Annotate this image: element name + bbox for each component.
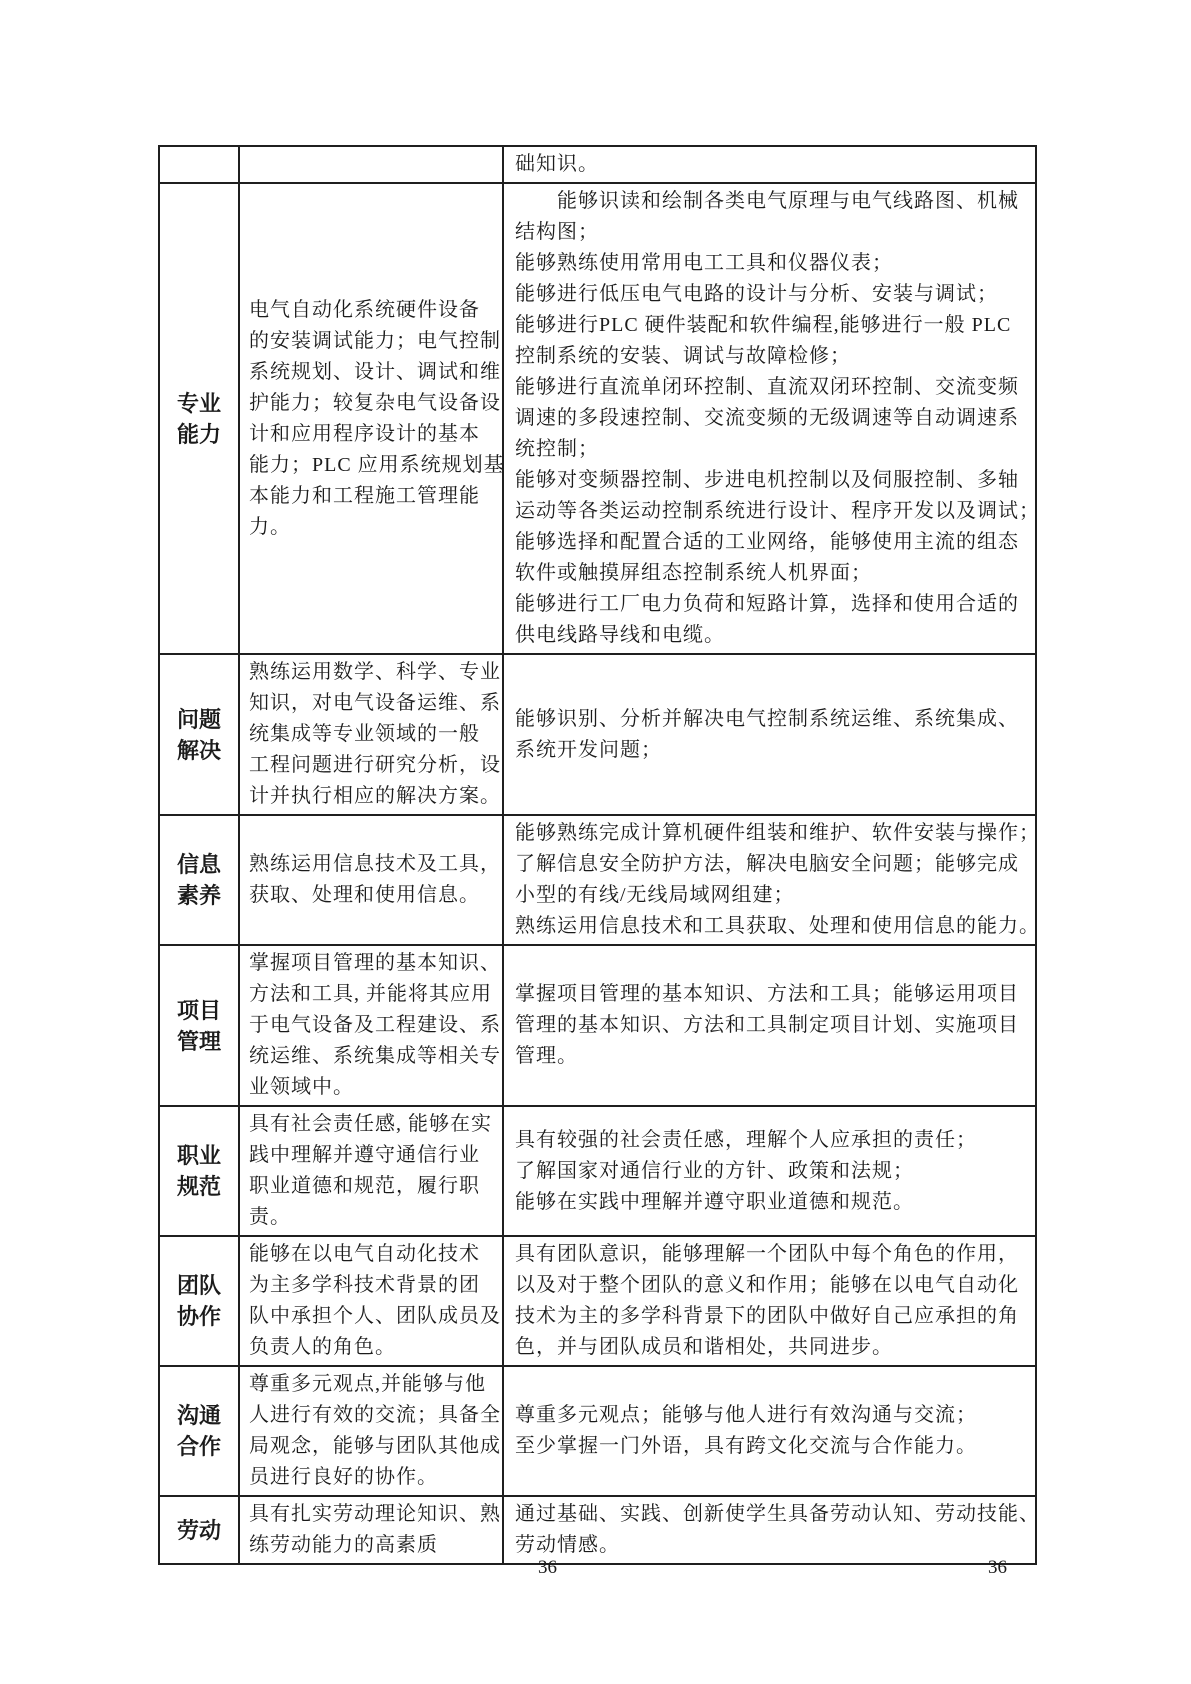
label-line: 问题	[176, 706, 221, 732]
text-line: 能够对变频器控制、步进电机控制以及伺服控制、多轴	[515, 469, 1019, 491]
text-line: 具有社会责任感, 能够在实	[249, 1113, 492, 1135]
text-line: 色，并与团队成员和谐相处，共同进步。	[515, 1336, 893, 1358]
text-line: 护能力；较复杂电气设备设	[249, 391, 501, 414]
text-line: 知识，对电气设备运维、系	[249, 692, 501, 714]
text-line: 队中承担个人、团队成员及	[249, 1305, 501, 1327]
text-line: 能够进行直流单闭环控制、直流双闭环控制、交流变频	[515, 376, 1019, 398]
label-cell	[160, 1237, 238, 1365]
requirements-cell	[502, 1237, 1035, 1365]
text-line: 掌握项目管理的基本知识、	[249, 952, 501, 974]
label-cell	[160, 147, 238, 182]
description-cell	[238, 1367, 502, 1495]
text-line: 具有团队意识，能够理解一个团队中每个角色的作用，	[515, 1243, 1019, 1265]
text-line: 计并执行相应的解决方案。	[249, 785, 501, 807]
requirements-cell	[502, 1497, 1046, 1563]
label-line: 专业	[176, 390, 221, 416]
text-line: 练劳动能力的高素质	[249, 1534, 438, 1556]
table-row	[160, 816, 1040, 946]
description-cell	[238, 147, 502, 182]
text-line: 统控制；	[515, 438, 599, 460]
label-cell	[160, 655, 238, 814]
text-line: 具有较强的社会责任感，理解个人应承担的责任；	[515, 1128, 977, 1151]
label-cell	[160, 184, 238, 653]
label-cell	[160, 1367, 238, 1495]
text-line: 职业道德和规范，履行职	[249, 1175, 480, 1197]
table-row	[160, 1107, 1035, 1237]
requirements-cell	[502, 147, 1035, 182]
text-line: 运动等各类运动控制系统进行设计、程序开发以及调试；	[515, 500, 1040, 522]
label-cell	[160, 946, 238, 1105]
requirements-cell	[502, 655, 1035, 814]
text-line: 掌握项目管理的基本知识、方法和工具；能够运用项目	[515, 983, 1019, 1005]
text-line: 获取、处理和使用信息。	[249, 884, 480, 906]
description-cell	[238, 1107, 502, 1235]
text-line: 调速的多段速控制、交流变频的无级调速等自动调速系	[515, 407, 1019, 429]
description-cell	[238, 655, 502, 814]
label-line: 信息	[176, 852, 221, 877]
text-line: 统运维、系统集成等相关专	[249, 1045, 501, 1067]
text-line: 控制系统的安装、调试与故障检修；	[515, 345, 851, 367]
text-line: 系统规划、设计、调试和维	[249, 360, 501, 383]
text-line: 计和应用程序设计的基本	[249, 422, 480, 445]
description-cell	[238, 816, 502, 944]
label-line: 职业	[176, 1143, 221, 1168]
text-line: 人进行有效的交流；具备全	[249, 1404, 501, 1426]
text-line: 尊重多元观点,并能够与他	[249, 1373, 486, 1395]
label-cell	[160, 1497, 238, 1563]
requirements-cell	[502, 946, 1035, 1105]
text-line: 责。	[249, 1206, 291, 1228]
table-row	[160, 1497, 1040, 1563]
label-line: 协作	[176, 1304, 221, 1329]
description-cell	[238, 1497, 502, 1563]
text-line: 能力；PLC 应用系统规划基	[249, 453, 505, 476]
page-number-center: 36	[538, 1557, 557, 1578]
text-line: 方法和工具, 并能将其应用	[249, 983, 492, 1005]
text-line: 劳动情感。	[515, 1534, 620, 1556]
label-line: 合作	[176, 1434, 221, 1459]
text-line: 础知识。	[515, 153, 599, 175]
label-line: 沟通	[176, 1403, 221, 1428]
description-cell	[238, 184, 505, 653]
text-line: 能够在以电气自动化技术	[249, 1243, 480, 1265]
text-line: 系统开发问题；	[515, 738, 662, 761]
page-number-right: 36	[988, 1557, 1007, 1578]
text-line: 熟练运用数学、科学、专业	[249, 661, 501, 683]
label-cell	[160, 1107, 238, 1235]
text-line: 熟练运用信息技术和工具获取、处理和使用信息的能力。	[515, 915, 1040, 937]
description-cell	[238, 946, 502, 1105]
label-line: 劳动	[176, 1517, 221, 1543]
text-line: 至少掌握一门外语，具有跨文化交流与合作能力。	[515, 1435, 977, 1457]
label-line: 素养	[176, 883, 221, 908]
label-cell	[160, 816, 238, 944]
text-line: 践中理解并遵守通信行业	[249, 1144, 480, 1166]
text-line: 能够识读和绘制各类电气原理与电气线路图、机械	[515, 190, 1019, 212]
text-line: 为主多学科技术背景的团	[249, 1274, 480, 1296]
text-line: 以及对于整个团队的意义和作用；能够在以电气自动化	[515, 1274, 1019, 1296]
text-line: 局观念，能够与团队其他成	[249, 1435, 501, 1457]
competency-table	[158, 145, 1040, 1565]
text-line: 能够进行PLC 硬件装配和软件编程,能够进行一般 PLC	[515, 314, 1012, 336]
label-line: 规范	[176, 1174, 221, 1199]
table-row	[160, 946, 1035, 1107]
text-line: 能够熟练完成计算机硬件组装和维护、软件安装与操作；	[515, 822, 1040, 844]
text-line: 尊重多元观点；能够与他人进行有效沟通与交流；	[515, 1404, 977, 1426]
table-row	[160, 1367, 1035, 1497]
text-line: 具有扎实劳动理论知识、熟	[249, 1503, 501, 1525]
table-row	[160, 1237, 1035, 1367]
table-row	[160, 147, 1035, 184]
text-line: 能够熟练使用常用电工工具和仪器仪表；	[515, 252, 893, 274]
text-line: 了解信息安全防护方法，解决电脑安全问题；能够完成	[515, 853, 1019, 875]
requirements-cell	[502, 1367, 1035, 1495]
text-line: 业领域中。	[249, 1076, 354, 1098]
label-line: 团队	[176, 1273, 221, 1298]
text-line: 于电气设备及工程建设、系	[249, 1014, 501, 1036]
label-line: 能力	[176, 421, 221, 447]
text-line: 能够在实践中理解并遵守职业道德和规范。	[515, 1190, 914, 1213]
text-line: 小型的有线/无线局域网组建；	[515, 884, 795, 906]
text-line: 结构图；	[515, 221, 599, 243]
text-line: 的安装调试能力；电气控制	[249, 329, 501, 352]
text-line: 负责人的角色。	[249, 1336, 396, 1358]
label-line: 项目	[176, 997, 221, 1023]
text-line: 力。	[249, 515, 291, 538]
text-line: 能够选择和配置合适的工业网络，能够使用主流的组态	[515, 531, 1019, 553]
text-line: 员进行良好的协作。	[249, 1466, 438, 1488]
text-line: 了解国家对通信行业的方针、政策和法规；	[515, 1159, 914, 1182]
text-line: 能够进行低压电气电路的设计与分析、安装与调试；	[515, 283, 998, 305]
label-line: 解决	[176, 737, 221, 763]
label-line: 管理	[176, 1028, 221, 1054]
text-line: 能够进行工厂电力负荷和短路计算，选择和使用合适的	[515, 593, 1019, 615]
text-line: 技术为主的多学科背景下的团队中做好自己应承担的角	[515, 1305, 1019, 1327]
text-line: 能够识别、分析并解决电气控制系统运维、系统集成、	[515, 707, 1019, 730]
text-line: 熟练运用信息技术及工具，	[249, 853, 501, 875]
text-line: 工程问题进行研究分析，设	[249, 754, 501, 776]
text-line: 本能力和工程施工管理能	[249, 484, 480, 507]
text-line: 供电线路导线和电缆。	[515, 624, 725, 646]
text-line: 管理的基本知识、方法和工具制定项目计划、实施项目	[515, 1014, 1019, 1036]
requirements-cell	[502, 1107, 1035, 1235]
table-row	[160, 655, 1035, 816]
text-line: 管理。	[515, 1045, 578, 1067]
text-line: 电气自动化系统硬件设备	[249, 298, 480, 321]
text-line: 软件或触摸屏组态控制系统人机界面；	[515, 562, 872, 584]
text-line: 统集成等专业领域的一般	[249, 723, 480, 745]
requirements-cell	[502, 184, 1046, 653]
description-cell	[238, 1237, 502, 1365]
text-line: 通过基础、实践、创新使学生具备劳动认知、劳动技能、	[515, 1503, 1040, 1525]
table-row	[160, 184, 1040, 655]
requirements-cell	[502, 816, 1046, 944]
